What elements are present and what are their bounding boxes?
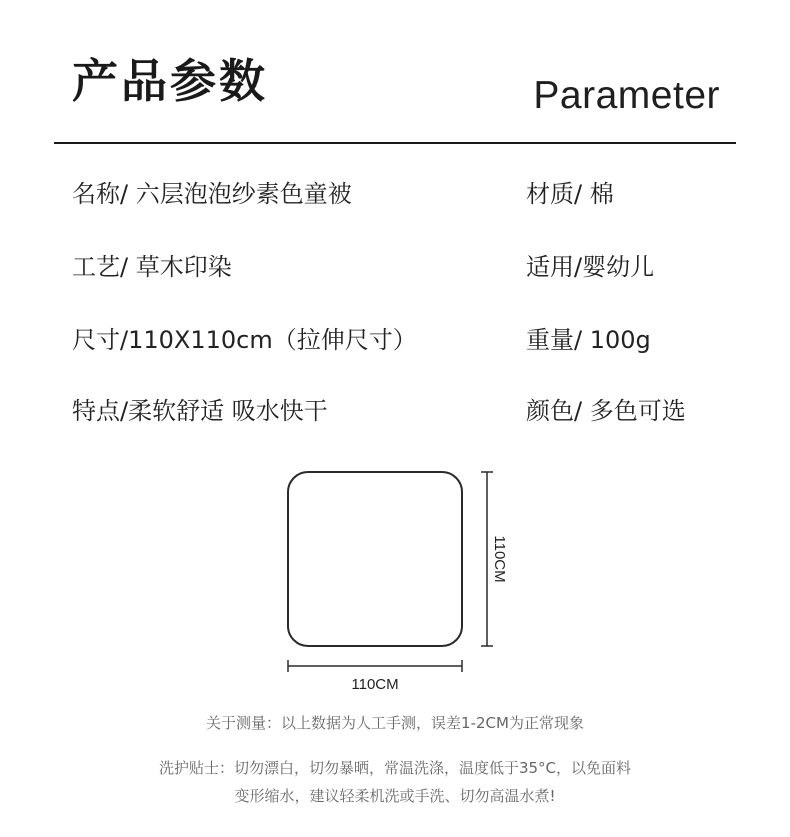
param-name: 名称/ 六层泡泡纱素色童被 xyxy=(72,180,352,208)
size-diagram xyxy=(270,460,530,700)
param-color: 颜色/ 多色可选 xyxy=(526,397,686,425)
blanket-outline xyxy=(288,472,462,646)
page-title: 产品参数 xyxy=(72,54,268,108)
param-material: 材质/ 棉 xyxy=(526,180,614,208)
header-divider xyxy=(54,142,736,144)
page-title-english: Parameter xyxy=(533,74,720,117)
param-size: 尺寸/110X110cm（拉伸尺寸） xyxy=(72,326,417,354)
care-tips-line-1: 洗护贴士：切勿漂白，切勿暴晒，常温洗涤，温度低于35°C，以免面料 xyxy=(158,759,632,777)
width-label: 110CM xyxy=(351,676,399,693)
care-tips-line-2: 变形缩水，建议轻柔机洗或手洗、切勿高温水煮! xyxy=(234,787,556,805)
measure-note: 关于测量：以上数据为人工手测，误差1-2CM为正常现象 xyxy=(206,714,584,732)
height-label: 110CM xyxy=(491,535,508,583)
param-features: 特点/柔软舒适 吸水快干 xyxy=(72,397,328,425)
param-suitable: 适用/婴幼儿 xyxy=(526,253,655,281)
param-craft: 工艺/ 草木印染 xyxy=(72,253,232,281)
param-weight: 重量/ 100g xyxy=(526,326,651,354)
width-dimension-line xyxy=(288,660,462,672)
